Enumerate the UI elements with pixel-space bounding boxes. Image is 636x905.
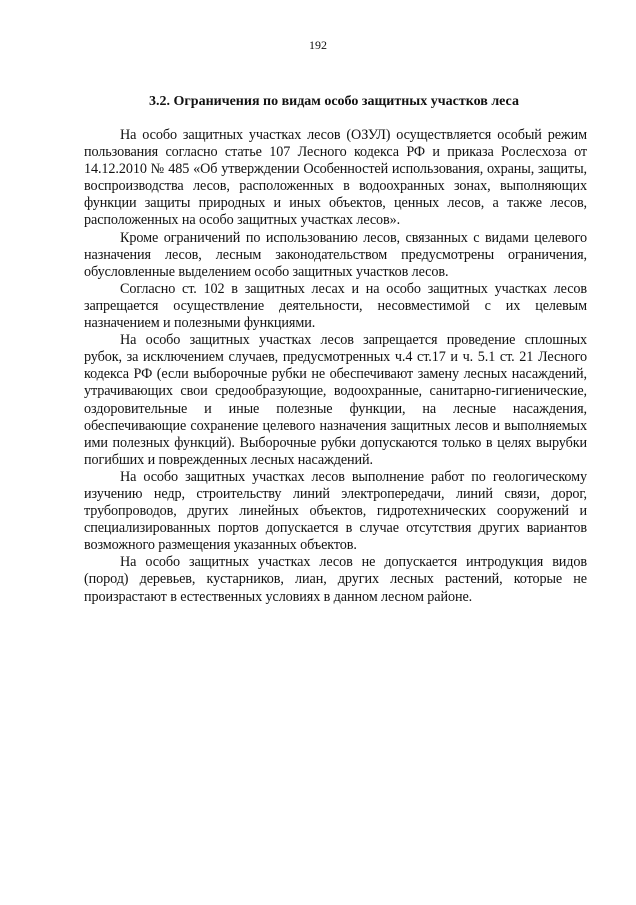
paragraph-additional-restrictions: Кроме ограничений по использованию лесов, связанных с видами целевого назначения лесов, лесным законодательством предусмотрены ограничения, обусловленные выделением особо защитных участков лесов. [84,229,587,280]
paragraph-species-introduction: На особо защитных участках лесов не допускается интродукция видов (пород) деревьев, кустарников, лиан, других лесных растений, которые не произрастают в естественных условиях в данном лесном районе. [84,554,587,605]
section-body [84,127,587,606]
paragraph-ozul-regime: На особо защитных участках лесов (ОЗУЛ) осуществляется особый режим пользования согласно статье 107 Лесного кодекса РФ и приказа Рослесхоза от 14.12.2010 № 485 «Об утверждении Особенностей использования, охраны, защиты, воспроизводства лесов, расположенных в водоохранных зонах, выполняющих функции защиты природных и иных объектов, ценных лесов, а также лесов, расположенных на особо защитных участках лесов». [84,127,587,229]
paragraph-infrastructure-works: На особо защитных участках лесов выполнение работ по геологическому изучению недр, строительству линий электропередачи, линий связи, дорог, трубопроводов, других линейных объектов, гидротехнических сооружений и специализированных портов допускается в случае отсутствия других вариантов возможного размещения указанных объектов. [84,468,587,554]
paragraph-article-102: Согласно ст. 102 в защитных лесах и на особо защитных участках лесов запрещается осуществление деятельности, несовместимой с их целевым назначением и полезными функциями. [84,280,587,332]
page-number: 192 [309,38,327,52]
paragraph-clear-cutting-ban: На особо защитных участках лесов запрещается проведение сплошных рубок, за исключением случаев, предусмотренных ч.4 ст.17 и ч. 5.1 ст. 21 Лесного кодекса РФ (если выборочные рубки не обеспечивают замену лесных насаждений, утрачивающих свои средообразующие, водоохранные, санитарно-гигиенические, оздоровительные и иные полезные функции, на лесные насаждения, обеспечивающие сохранение целевого назначения защитных лесов и выполняемых ими полезных функций). Выборочные рубки допускаются только в целях вырубки погибших и поврежденных лесных насаждений. [84,332,587,468]
section-heading: 3.2. Ограничения по видам особо защитных участков леса [149,94,519,109]
